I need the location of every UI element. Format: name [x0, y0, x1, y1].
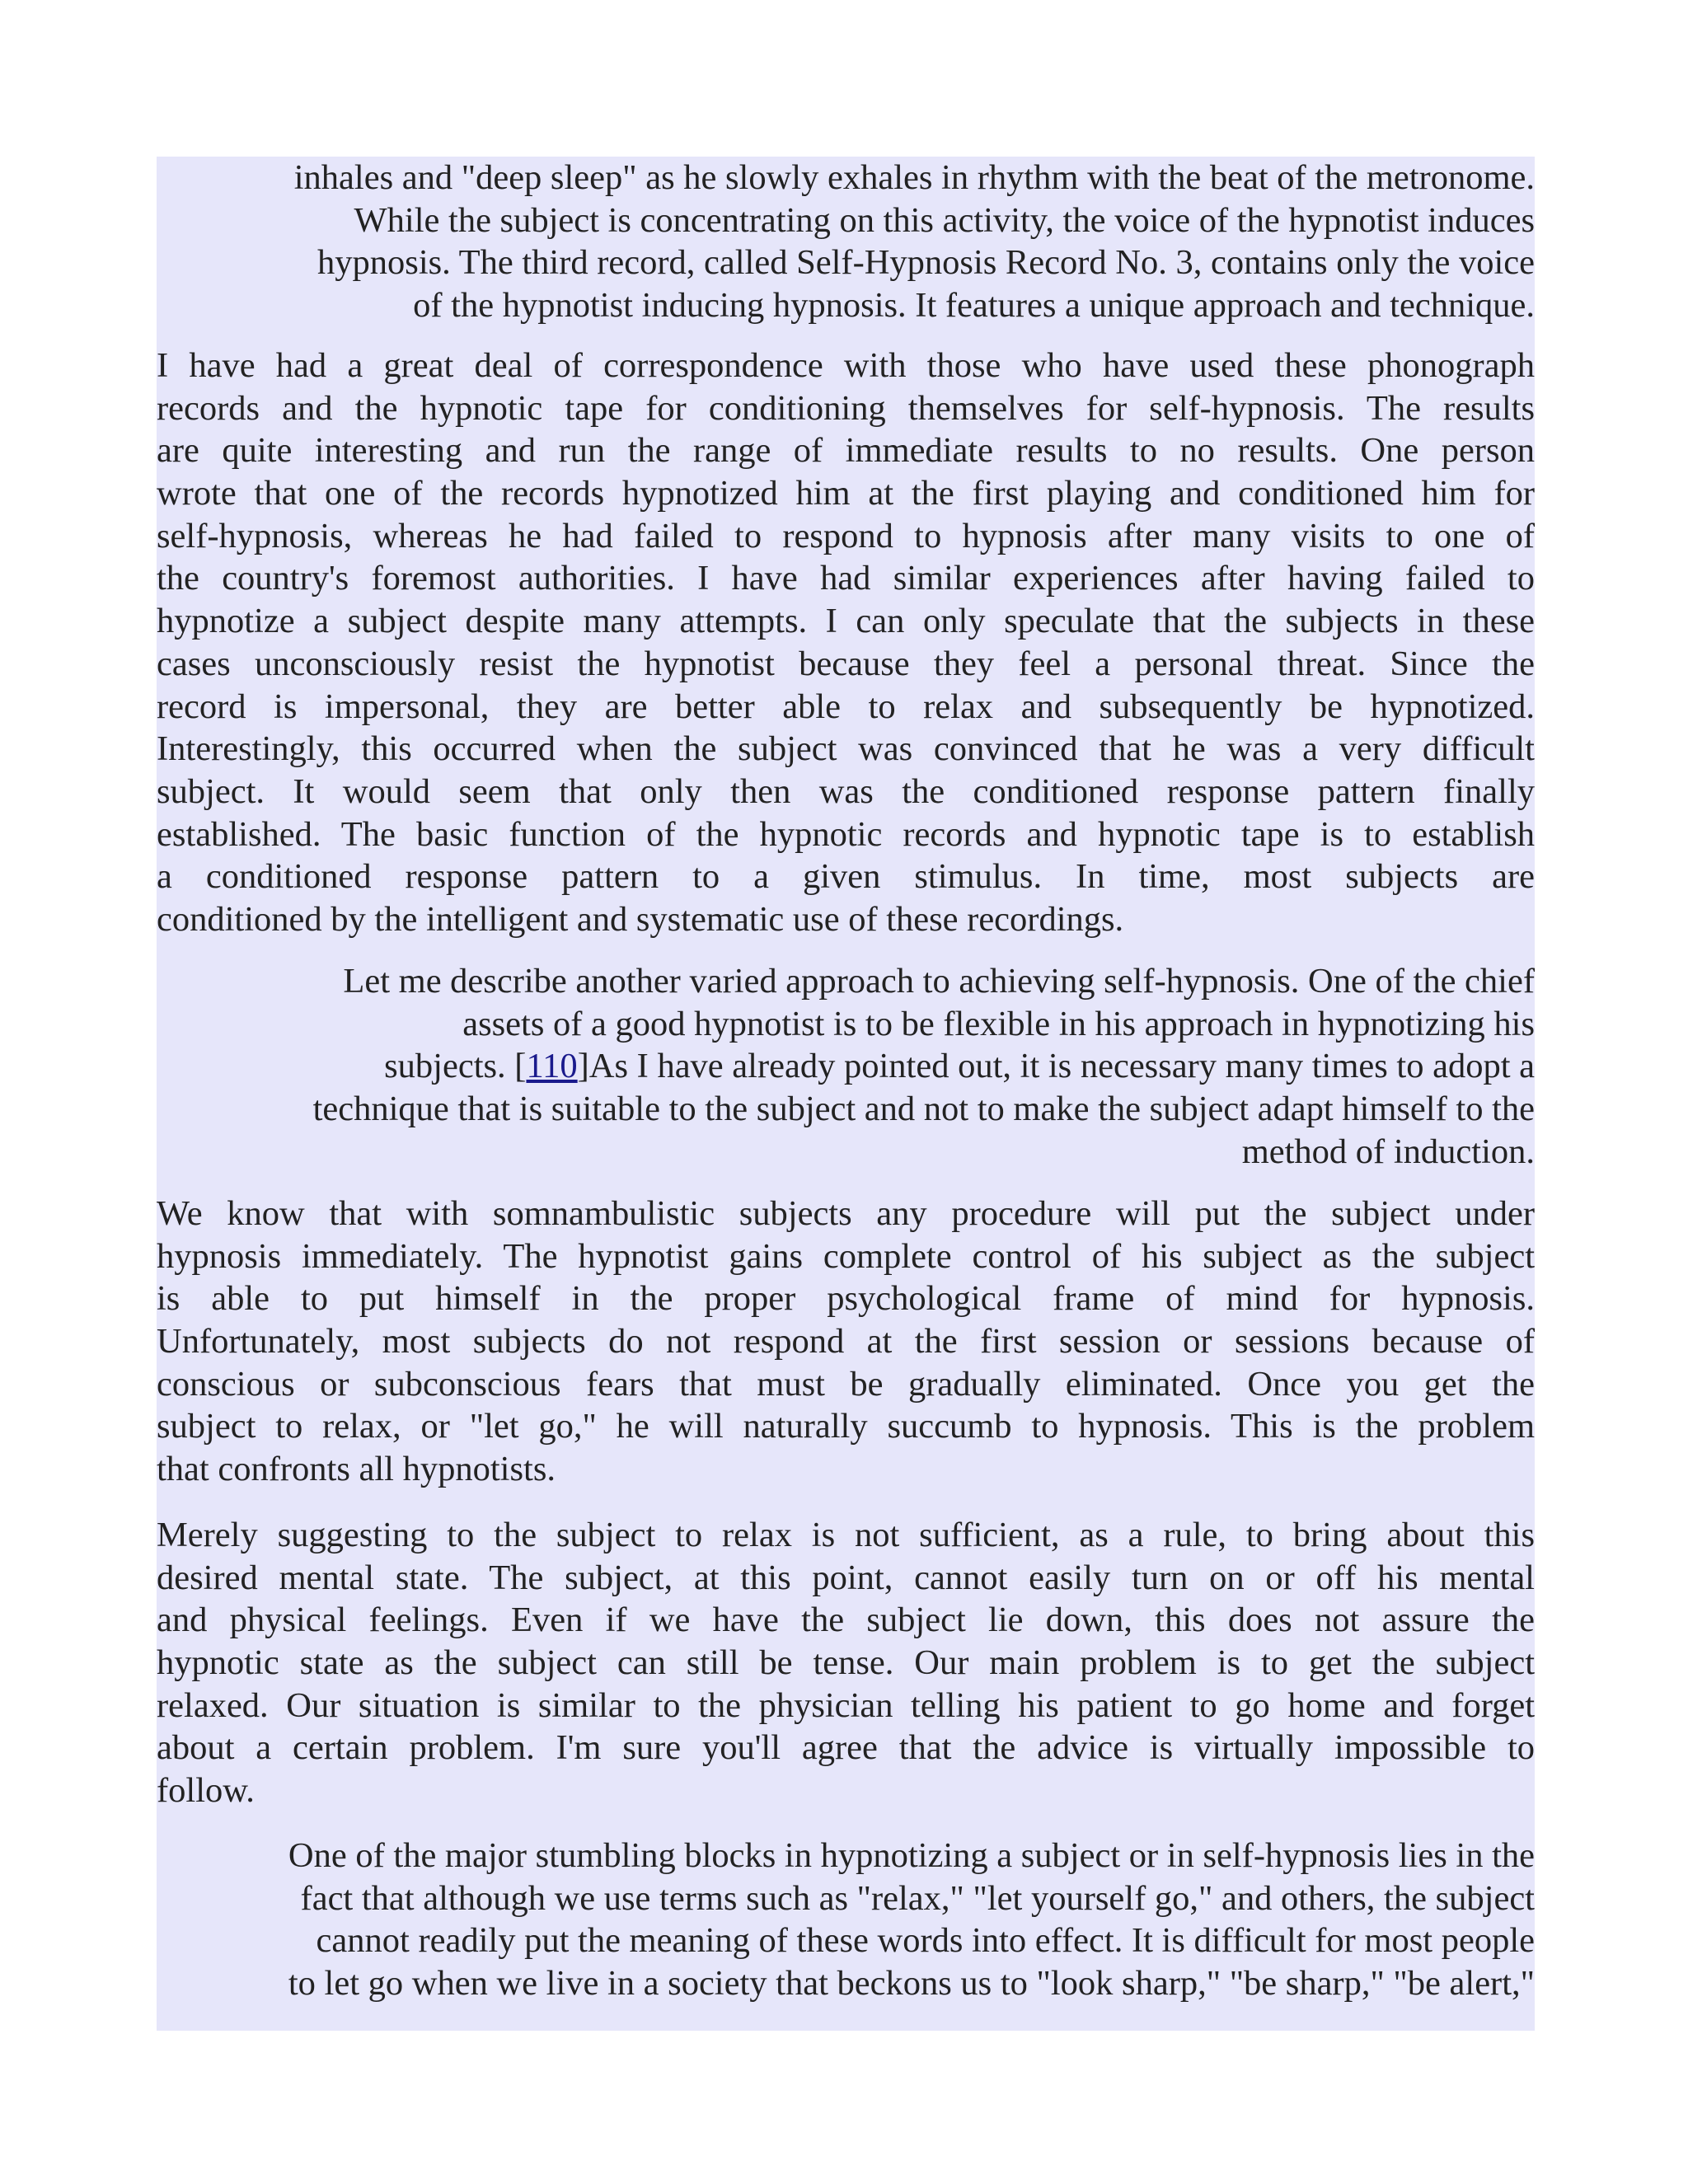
text-fragment: subjects. [	[384, 1047, 527, 1086]
paragraph-5	[157, 1514, 1535, 1812]
paragraph-3	[157, 960, 1535, 1173]
paragraph-1	[157, 157, 1535, 327]
text-line: and physical feelings. Even if we have the subject lie down, this does not assure the	[157, 1601, 1535, 1640]
text-line: a conditioned response pattern to a given stimulus. In time, most subjects are	[157, 857, 1535, 897]
text-line: established. The basic function of the hypnotic records and hypnotic tape is to establish	[157, 814, 1535, 854]
text-line: I have had a great deal of correspondence with those who have used these phonograph	[157, 346, 1535, 385]
text-line: We know that with somnambulistic subjects any procedure will put the subject under	[157, 1194, 1535, 1233]
text-line: to let go when we live in a society that beckons us to "look sharp," "be sharp," "be alert,"	[288, 1964, 1535, 2004]
text-line: hypnosis. The third record, called Self-Hypnosis Record No. 3, contains only the voice	[317, 243, 1535, 283]
text-line: Merely suggesting to the subject to relax is not sufficient, as a rule, to bring about this	[157, 1516, 1535, 1554]
text-line: about a certain problem. I'm sure you'll agree that the advice is virtually impossible to	[157, 1728, 1535, 1768]
text-line: are quite interesting and run the range of immediate results to no results. One person	[157, 431, 1535, 471]
text-line: inhales and "deep sleep" as he slowly exhales in rhythm with the beat of the metronome.	[293, 158, 1535, 197]
text-line: fact that although we use terms such as "relax," "let yourself go," and others, the subject	[300, 1878, 1535, 1918]
text-line: subject to relax, or "let go," he will naturally succumb to hypnosis. This is the problem	[157, 1407, 1535, 1446]
text-line: self-hypnosis, whereas he had failed to respond to hypnosis after many visits to one of	[157, 516, 1535, 555]
text-line: While the subject is concentrating on this activity, the voice of the hypnotist induces	[354, 200, 1535, 240]
text-line: is able to put himself in the proper psychological frame of mind for hypnosis.	[157, 1279, 1535, 1319]
paragraph-4	[157, 1193, 1535, 1491]
text-line: conscious or subconscious fears that must be gradually eliminated. Once you get the	[157, 1364, 1535, 1404]
text-line	[157, 1045, 1535, 1088]
text-line: One of the major stumbling blocks in hypnotizing a subject or in self-hypnosis lies in the	[288, 1836, 1535, 1875]
page-content	[157, 157, 1535, 2031]
text-line: technique that is suitable to the subject and not to make the subject adapt himself to the	[312, 1090, 1535, 1129]
text-line: of the hypnotist inducing hypnosis. It features a unique approach and technique.	[413, 286, 1535, 326]
text-line: that confronts all hypnotists.	[157, 1450, 556, 1489]
text-line: the country's foremost authorities. I have had similar experiences after having failed to	[157, 559, 1535, 598]
text-line: hypnotic state as the subject can still be tense. Our main problem is to get the subject	[157, 1643, 1535, 1683]
paragraph-2	[157, 344, 1535, 941]
text-line: desired mental state. The subject, at this point, cannot easily turn on or off his mental	[157, 1558, 1535, 1597]
text-line: method of induction.	[1241, 1132, 1535, 1171]
text-line: records and the hypnotic tape for conditioning themselves for self-hypnosis. The results	[157, 388, 1535, 428]
text-line: follow.	[157, 1771, 255, 1811]
text-line: wrote that one of the records hypnotized him at the first playing and conditioned him for	[157, 474, 1535, 513]
text-line: Interestingly, this occurred when the subject was convinced that he was a very difficult	[157, 729, 1535, 769]
text-line: record is impersonal, they are better able to relax and subsequently be hypnotized.	[157, 687, 1535, 726]
text-line: cannot readily put the meaning of these words into effect. It is difficult for most people	[316, 1921, 1535, 1961]
text-line: Let me describe another varied approach to achieving self-hypnosis. One of the chief	[343, 962, 1535, 1001]
page-number-link[interactable]: 110	[526, 1047, 578, 1086]
text-line: conditioned by the intelligent and systematic use of these recordings.	[157, 899, 1124, 939]
text-line: cases unconsciously resist the hypnotist because they feel a personal threat. Since the	[157, 644, 1535, 683]
text-line: Unfortunately, most subjects do not respond at the first session or sessions because of	[157, 1322, 1535, 1361]
text-line: subject. It would seem that only then was the conditioned response pattern finally	[157, 771, 1535, 811]
text-line: assets of a good hypnotist is to be flexible in his approach in hypnotizing his	[462, 1004, 1535, 1043]
text-fragment: ]As I have already pointed out, it is necessary many times to adopt a	[577, 1047, 1535, 1086]
text-line: hypnosis immediately. The hypnotist gains complete control of his subject as the subject	[157, 1236, 1535, 1276]
paragraph-6	[157, 1835, 1535, 2005]
text-line: hypnotize a subject despite many attempts. I can only speculate that the subjects in these	[157, 602, 1535, 641]
text-line: relaxed. Our situation is similar to the physician telling his patient to go home and forget	[157, 1685, 1535, 1725]
